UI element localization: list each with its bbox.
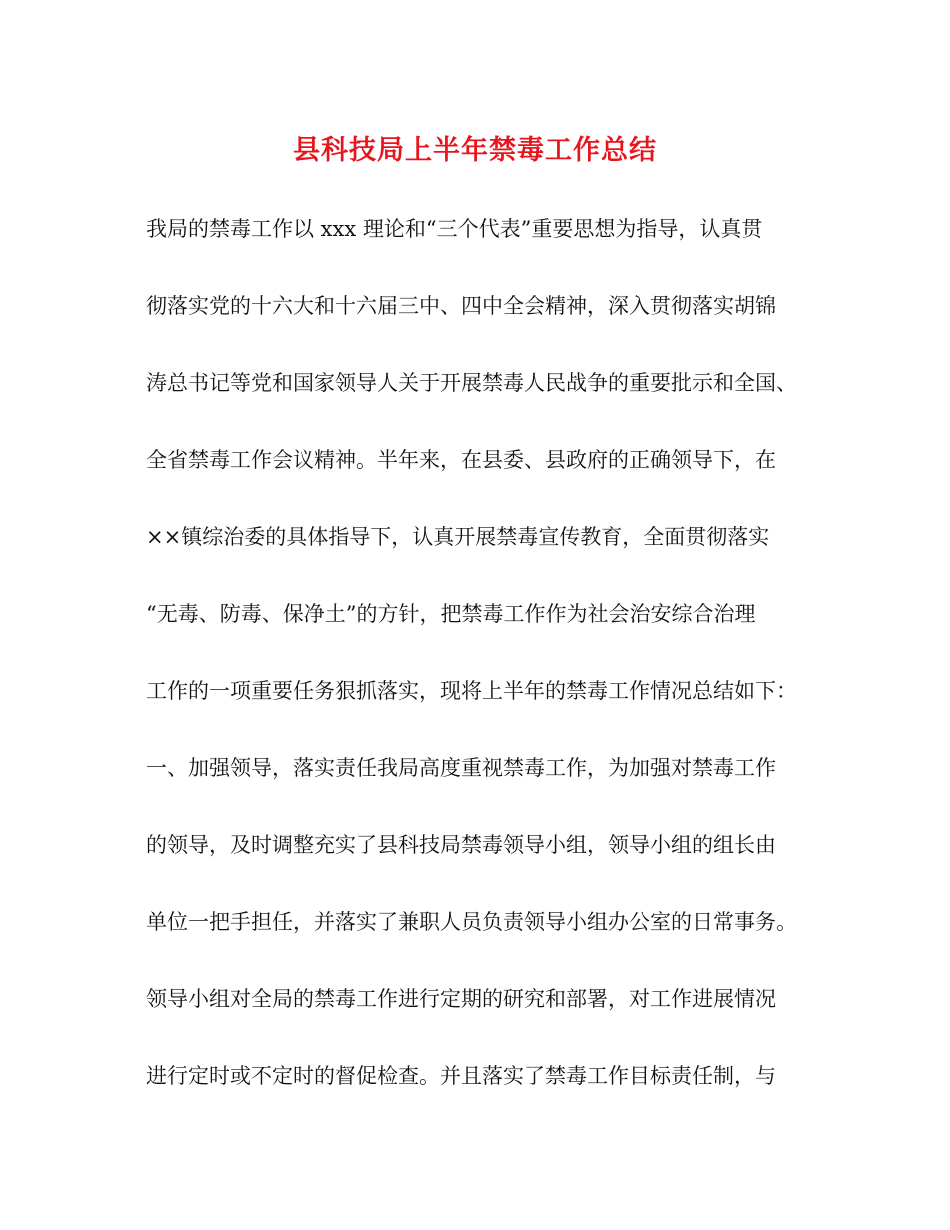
body-line-2: 彻落实党的十六大和十六届三中、四中全会精神，深入贯彻落实胡锦: [146, 294, 776, 318]
body-line-8: 一、加强领导，落实责任我局高度重视禁毒工作，为加强对禁毒工作: [146, 756, 776, 780]
body-line-1: 我局的禁毒工作以 xxx 理论和“三个代表”重要思想为指导，认真贯: [146, 217, 763, 241]
body-line-3: 涛总书记等党和国家领导人关于开展禁毒人民战争的重要批示和全国、: [146, 371, 797, 395]
body-line-6: “无毒、防毒、保净土”的方针，把禁毒工作作为社会治安综合治理: [146, 602, 756, 626]
document-title: 县科技局上半年禁毒工作总结: [293, 135, 657, 166]
body-line-10: 单位一把手担任，并落实了兼职人员负责领导小组办公室的日常事务。: [146, 910, 797, 934]
body-line-7: 工作的一项重要任务狠抓落实，现将上半年的禁毒工作情况总结如下：: [146, 679, 797, 703]
body-line-4: 全省禁毒工作会议精神。半年来，在县委、县政府的正确领导下，在: [146, 448, 776, 472]
body-line-12: 进行定时或不定时的督促检查。并且落实了禁毒工作目标责任制，与: [146, 1064, 776, 1088]
body-line-5: ××镇综治委的具体指导下，认真开展禁毒宣传教育，全面贯彻落实: [146, 525, 770, 549]
body-line-9: 的领导，及时调整充实了县科技局禁毒领导小组，领导小组的组长由: [146, 833, 776, 857]
body-line-11: 领导小组对全局的禁毒工作进行定期的研究和部署，对工作进展情况: [146, 987, 776, 1011]
